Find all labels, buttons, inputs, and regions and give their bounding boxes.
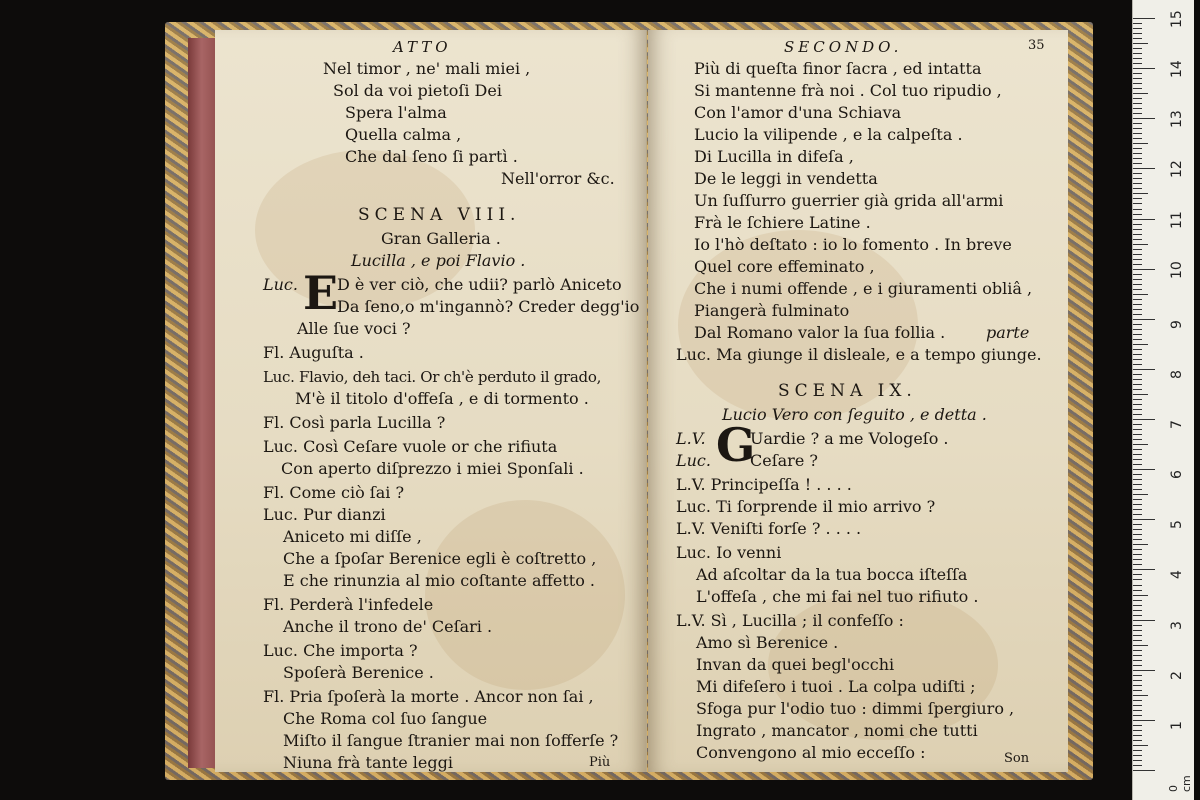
verse-line: Nel timor , ne' mali miei ,	[323, 59, 531, 78]
ruler-tick	[1133, 444, 1148, 445]
ruler-tick	[1133, 615, 1142, 616]
ruler-number: 3	[1169, 620, 1185, 630]
verse-line: Amo sì Berenice .	[696, 633, 839, 652]
ruler-tick	[1133, 630, 1142, 631]
scene-characters: Lucio Vero con ſeguito , e detta .	[722, 405, 987, 424]
ruler-tick	[1133, 214, 1142, 215]
ruler-number: 15	[1169, 10, 1185, 28]
ruler-tick	[1133, 88, 1142, 89]
ruler-tick	[1133, 474, 1142, 475]
ruler-tick	[1133, 304, 1142, 305]
verse-line: Uardie ? a me Vologeſo .	[750, 429, 949, 448]
ruler-tick	[1133, 309, 1142, 310]
ruler-tick	[1133, 63, 1142, 64]
ruler-tick	[1133, 414, 1142, 415]
verse-line: E che rinunzia al mio coſtante affetto .	[283, 571, 595, 590]
ruler-tick	[1133, 219, 1155, 220]
ruler-tick	[1133, 364, 1142, 365]
verse-line: Aniceto mi diſſe ,	[283, 527, 422, 546]
ruler-tick	[1133, 429, 1142, 430]
ruler-tick	[1133, 224, 1142, 225]
ruler-tick	[1133, 735, 1142, 736]
verse-line: Luc. Io venni	[676, 543, 782, 562]
ruler-tick	[1133, 499, 1142, 500]
drop-capital: G	[716, 418, 756, 472]
verse-line: Un ſuſſurro guerrier già grida all'armi	[694, 191, 1004, 210]
ruler-tick	[1133, 153, 1142, 154]
ruler-tick	[1133, 43, 1148, 44]
ruler-tick	[1133, 324, 1142, 325]
ruler-tick	[1133, 655, 1142, 656]
verse-line: Che Roma col ſuo ſangue	[283, 709, 488, 728]
ruler-tick	[1133, 544, 1148, 545]
ruler-tick	[1133, 244, 1148, 245]
ruler-tick	[1133, 254, 1142, 255]
ruler-tick	[1133, 319, 1155, 320]
ruler-tick	[1133, 239, 1142, 240]
ruler-tick	[1133, 138, 1142, 139]
verse-line: Quel core effeminato ,	[694, 257, 875, 276]
verse-line: Spoſerà Berenice .	[283, 663, 434, 682]
ruler-tick	[1133, 660, 1142, 661]
drop-capital: E	[303, 266, 339, 320]
ruler-number: 13	[1169, 110, 1185, 129]
ruler-number: 7	[1169, 420, 1185, 430]
ruler-tick	[1133, 640, 1142, 641]
verse-line: Miſto il ſangue ſtranier mai non ſofferſe ?	[283, 731, 619, 750]
ruler-tick	[1133, 494, 1148, 495]
ruler-number: 10	[1169, 260, 1185, 279]
ruler-tick	[1133, 645, 1148, 646]
ruler-tick	[1133, 369, 1155, 370]
scene-heading: SCENA VIII.	[358, 205, 521, 225]
ruler-tick	[1133, 564, 1142, 565]
verse-line: Di Lucilla in difeſa ,	[694, 147, 854, 166]
ruler-tick	[1133, 755, 1142, 756]
running-head: SECONDO.	[784, 38, 903, 56]
verse-line: Fl. Pria ſpoſerà la morte . Ancor non ſai ,	[263, 687, 594, 706]
ruler-tick	[1133, 188, 1142, 189]
ruler-tick	[1133, 18, 1155, 19]
ruler-tick	[1133, 574, 1142, 575]
ruler-number: 1	[1169, 720, 1185, 730]
ruler-tick	[1133, 434, 1142, 435]
ruler-tick	[1133, 33, 1142, 34]
ruler-tick	[1133, 469, 1155, 470]
left-page	[215, 30, 647, 772]
stage-direction: parte	[986, 323, 1030, 342]
left-page-text	[215, 30, 647, 772]
ruler-number: 2	[1169, 670, 1185, 680]
verse-line: Lucio la vilipende , e la calpeſta .	[694, 125, 963, 144]
ruler-tick	[1133, 198, 1142, 199]
ruler-tick	[1133, 454, 1142, 455]
verse-line: Io l'hò deſtato : io lo fomento . In breve	[694, 235, 1012, 254]
ruler-tick	[1133, 595, 1148, 596]
verse-line: Che a ſpoſar Berenice egli è coſtretto ,	[283, 549, 597, 568]
ruler-tick	[1133, 685, 1142, 686]
scene-characters: Lucilla , e poi Flavio .	[351, 251, 526, 270]
scene-heading: SCENA IX.	[778, 381, 917, 401]
ruler-tick	[1133, 269, 1155, 270]
ruler-tick	[1133, 484, 1142, 485]
ruler-tick	[1133, 760, 1142, 761]
ruler-tick	[1133, 479, 1142, 480]
verse-line: Niuna frà tante leggi	[283, 753, 453, 772]
ruler-tick	[1133, 339, 1142, 340]
ruler-number: 5	[1169, 520, 1185, 530]
ruler-number: 4	[1169, 570, 1185, 580]
ruler-tick	[1133, 118, 1155, 119]
ruler-tick	[1133, 670, 1155, 671]
ruler-tick	[1133, 509, 1142, 510]
ruler-tick	[1133, 98, 1142, 99]
ruler-tick	[1133, 489, 1142, 490]
ruler-tick	[1133, 108, 1142, 109]
verse-line: Fl. Perderà l'infedele	[263, 595, 434, 614]
ruler-tick	[1133, 559, 1142, 560]
ruler-tick	[1133, 700, 1142, 701]
verse-line: Convengono al mio ecceſſo :	[696, 743, 926, 762]
ruler-tick	[1133, 133, 1142, 134]
ruler-tick	[1133, 128, 1142, 129]
ruler-tick	[1133, 605, 1142, 606]
verse-line: L.V. Sì , Lucilla ; il confeſſo :	[676, 611, 904, 630]
ruler-tick	[1133, 585, 1142, 586]
ruler-tick	[1133, 529, 1142, 530]
verse-line: Spera l'alma	[345, 103, 447, 122]
ruler-tick	[1133, 23, 1142, 24]
verse-line: Fl. Come ciò ſai ?	[263, 483, 405, 502]
verse-line: Con l'amor d'una Schiava	[694, 103, 902, 122]
verse-line: L.V. Principeſſa ! . . . .	[676, 475, 852, 494]
ruler-tick	[1133, 284, 1142, 285]
verse-line: Da ſeno,o m'ingannò? Creder degg'io	[337, 297, 640, 316]
ruler-tick	[1133, 394, 1148, 395]
ruler-tick	[1133, 514, 1142, 515]
ruler-tick	[1133, 334, 1142, 335]
ruler-tick	[1133, 569, 1155, 570]
ruler-unit: 0 cm	[1167, 775, 1193, 792]
ruler-tick	[1133, 610, 1142, 611]
ruler-tick	[1133, 459, 1142, 460]
verse-line: Che i numi offende , e i giuramenti obliâ ,	[694, 279, 1033, 298]
ruler-tick	[1133, 690, 1142, 691]
ruler-tick	[1133, 93, 1148, 94]
speaker-label: L.V.	[676, 429, 706, 448]
ruler-tick	[1133, 354, 1142, 355]
ruler-tick	[1133, 113, 1142, 114]
ruler-tick	[1133, 680, 1142, 681]
ruler-tick	[1133, 635, 1142, 636]
ruler-tick	[1133, 359, 1142, 360]
verse-line: M'è il titolo d'offeſa , e di tormento .	[295, 389, 589, 408]
verse-line: Luc. Che importa ?	[263, 641, 418, 660]
ruler-tick	[1133, 68, 1155, 69]
ruler-tick	[1133, 178, 1142, 179]
verse-line: Ad aſcoltar da la tua bocca iſteſſa	[696, 565, 968, 584]
ruler-tick	[1133, 148, 1142, 149]
verse-line: Ingrato , mancator , nomi che tutti	[696, 721, 978, 740]
ruler-number: 8	[1169, 370, 1185, 379]
ruler-tick	[1133, 279, 1142, 280]
ruler-tick	[1133, 38, 1142, 39]
ruler-tick	[1133, 209, 1142, 210]
ruler-tick	[1133, 710, 1142, 711]
ruler-tick	[1133, 173, 1142, 174]
ruler-tick	[1133, 349, 1142, 350]
speaker-label: Luc.	[263, 275, 298, 294]
ruler-tick	[1133, 600, 1142, 601]
ruler-tick	[1133, 399, 1142, 400]
ruler-tick	[1133, 650, 1142, 651]
ruler-tick	[1133, 765, 1142, 766]
ruler-tick	[1133, 750, 1142, 751]
verse-line: Ceſare ?	[750, 451, 818, 470]
ruler-tick	[1133, 143, 1148, 144]
verse-line: Che dal ſeno ſi partì .	[345, 147, 518, 166]
ruler-tick	[1133, 158, 1142, 159]
ruler-tick	[1133, 294, 1148, 295]
verse-line: Sol da voi pietoſi Dei	[333, 81, 502, 100]
ruler-tick	[1133, 168, 1155, 169]
verse-line: Fl. Auguſta .	[263, 343, 364, 362]
ruler-tick	[1133, 404, 1142, 405]
ruler-number: 12	[1169, 160, 1185, 179]
verse-line: Più di queſta finor ſacra , ed intatta	[694, 59, 982, 78]
ruler-tick	[1133, 770, 1155, 771]
ruler-tick	[1133, 424, 1142, 425]
ruler-tick	[1133, 464, 1142, 465]
verse-line: Mi difeſero i tuoi . La colpa udiſti ;	[696, 677, 976, 696]
scene-setting: Gran Galleria .	[381, 229, 501, 248]
running-head: ATTO	[393, 38, 452, 56]
ruler-tick	[1133, 554, 1142, 555]
ruler-tick	[1133, 675, 1142, 676]
ruler-tick	[1133, 73, 1142, 74]
ruler-tick	[1133, 264, 1142, 265]
ruler-tick	[1133, 53, 1142, 54]
verse-line: Nell'orror &c.	[501, 169, 615, 188]
ruler-tick	[1133, 48, 1142, 49]
ruler-tick	[1133, 78, 1142, 79]
ruler-tick	[1133, 28, 1142, 29]
verse-line: L.V. Veniſti forſe ? . . . .	[676, 519, 862, 538]
verse-line: Luc. Flavio, deh taci. Or ch'è perduto il grado,	[263, 368, 602, 386]
ruler-tick	[1133, 665, 1142, 666]
catchword: Più	[589, 755, 611, 770]
verse-line: De le leggi in vendetta	[694, 169, 878, 188]
right-page-text	[648, 30, 1068, 772]
ruler-tick	[1133, 329, 1142, 330]
ruler-tick	[1133, 625, 1142, 626]
ruler-tick	[1133, 539, 1142, 540]
verse-line: Alle ſue voci ?	[297, 319, 411, 338]
ruler-tick	[1133, 374, 1142, 375]
ruler-tick	[1133, 103, 1142, 104]
ruler-tick	[1133, 590, 1142, 591]
measurement-ruler	[1132, 0, 1194, 800]
ruler-tick	[1133, 259, 1142, 260]
ruler-tick	[1133, 740, 1142, 741]
ruler-tick	[1133, 705, 1142, 706]
verse-line: Luc. Pur dianzi	[263, 505, 386, 524]
ruler-number: 11	[1169, 210, 1185, 229]
ruler-tick	[1133, 289, 1142, 290]
verse-line: Dal Romano valor la ſua follia .	[694, 323, 946, 342]
ruler-tick	[1133, 524, 1142, 525]
verse-line: L'offeſa , che mi fai nel tuo rifiuto .	[696, 587, 979, 606]
ruler-tick	[1133, 549, 1142, 550]
verse-line: Luc. Ti ſorprende il mio arrivo ?	[676, 497, 936, 516]
ruler-tick	[1133, 274, 1142, 275]
ruler-tick	[1133, 249, 1142, 250]
ruler-tick	[1133, 419, 1155, 420]
ruler-tick	[1133, 620, 1155, 621]
verse-line: Piangerà fulminato	[694, 301, 850, 320]
page-number: 35	[1028, 38, 1045, 53]
ruler-tick	[1133, 344, 1148, 345]
ruler-tick	[1133, 234, 1142, 235]
ruler-tick	[1133, 183, 1142, 184]
ruler-tick	[1133, 163, 1142, 164]
ruler-tick	[1133, 123, 1142, 124]
verse-line: Anche il trono de' Ceſari .	[283, 617, 493, 636]
ruler-tick	[1133, 203, 1142, 204]
ruler-tick	[1133, 379, 1142, 380]
right-page	[648, 30, 1068, 772]
ruler-tick	[1133, 193, 1148, 194]
ruler-tick	[1133, 409, 1142, 410]
ruler-tick	[1133, 715, 1142, 716]
ruler-tick	[1133, 519, 1155, 520]
ruler-tick	[1133, 439, 1142, 440]
verse-line: Si mantenne frà noi . Col tuo ripudio ,	[694, 81, 1002, 100]
verse-line: Con aperto diſprezzo i miei Sponſali .	[281, 459, 584, 478]
ruler-tick	[1133, 229, 1142, 230]
verse-line: D è ver ciò, che udii? parlò Aniceto	[337, 275, 622, 294]
speaker-label: Luc.	[676, 451, 711, 470]
ruler-tick	[1133, 579, 1142, 580]
ruler-tick	[1133, 58, 1142, 59]
verse-line: Quella calma ,	[345, 125, 462, 144]
ruler-tick	[1133, 725, 1142, 726]
ruler-tick	[1133, 314, 1142, 315]
ruler-tick	[1133, 384, 1142, 385]
verse-line: Luc. Ma giunge il disleale, e a tempo giunge.	[676, 345, 1042, 364]
ruler-tick	[1133, 299, 1142, 300]
ruler-tick	[1133, 504, 1142, 505]
ruler-tick	[1133, 534, 1142, 535]
ruler-number: 6	[1169, 470, 1185, 480]
ruler-tick	[1133, 695, 1148, 696]
ruler-tick	[1133, 745, 1148, 746]
ruler-tick	[1133, 389, 1142, 390]
ruler-tick	[1133, 83, 1142, 84]
ruler-number: 14	[1169, 60, 1185, 79]
catchword: Son	[1004, 751, 1030, 766]
ruler-tick	[1133, 720, 1155, 721]
verse-line: Frà le ſchiere Latine .	[694, 213, 871, 232]
verse-line: Invan da quei begl'occhi	[696, 655, 895, 674]
ruler-tick	[1133, 730, 1142, 731]
verse-line: Sfoga pur l'odio tuo : dimmi ſpergiuro ,	[696, 699, 1015, 718]
ruler-number: 9	[1169, 319, 1185, 329]
verse-line: Luc. Così Ceſare vuole or che rifiuta	[263, 437, 558, 456]
ruler-tick	[1133, 449, 1142, 450]
verse-line: Fl. Così parla Lucilla ?	[263, 413, 446, 432]
